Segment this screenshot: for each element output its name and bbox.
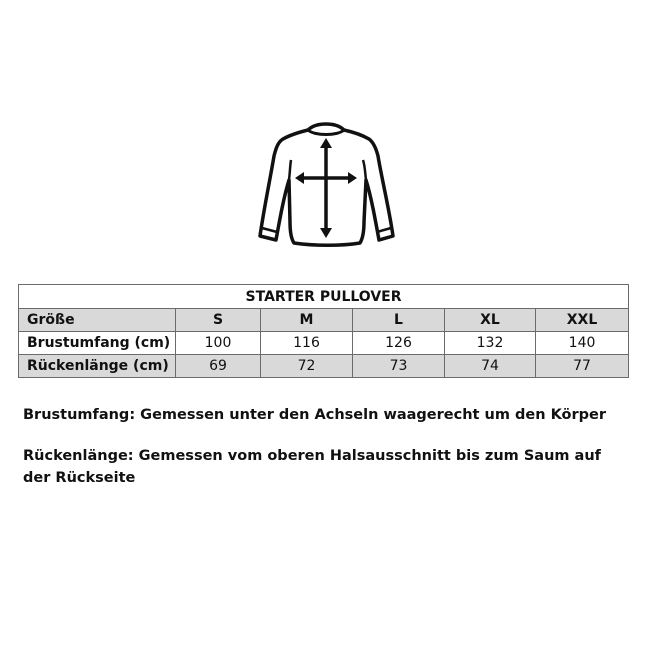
row-label: Größe bbox=[19, 309, 176, 332]
size-cell: S bbox=[176, 309, 261, 332]
back-length-cell: 72 bbox=[261, 355, 353, 378]
chest-cell: 126 bbox=[353, 332, 445, 355]
table-title: STARTER PULLOVER bbox=[19, 285, 629, 309]
row-label: Rückenlänge (cm) bbox=[19, 355, 176, 378]
size-cell: L bbox=[353, 309, 445, 332]
size-table bbox=[18, 284, 629, 378]
sweater-measurement-icon bbox=[256, 122, 396, 248]
back-length-cell: 69 bbox=[176, 355, 261, 378]
back-length-measurement-note: Rückenlänge: Gemessen vom oberen Halsausschnitt bis zum Saum auf der Rückseite bbox=[23, 448, 601, 486]
row-label: Brustumfang (cm) bbox=[19, 332, 176, 355]
size-cell: XXL bbox=[536, 309, 629, 332]
chest-cell: 100 bbox=[176, 332, 261, 355]
size-cell: M bbox=[261, 309, 353, 332]
chest-cell: 140 bbox=[536, 332, 629, 355]
chest-cell: 116 bbox=[261, 332, 353, 355]
back-length-cell: 73 bbox=[353, 355, 445, 378]
back-length-cell: 74 bbox=[445, 355, 536, 378]
chest-measurement-note: Brustumfang: Gemessen unter den Achseln waagerecht um den Körper bbox=[23, 407, 607, 423]
back-length-row bbox=[19, 355, 629, 378]
size-header-row bbox=[19, 309, 629, 332]
size-cell: XL bbox=[445, 309, 536, 332]
back-length-cell: 77 bbox=[536, 355, 629, 378]
chest-cell: 132 bbox=[445, 332, 536, 355]
chest-row bbox=[19, 332, 629, 355]
